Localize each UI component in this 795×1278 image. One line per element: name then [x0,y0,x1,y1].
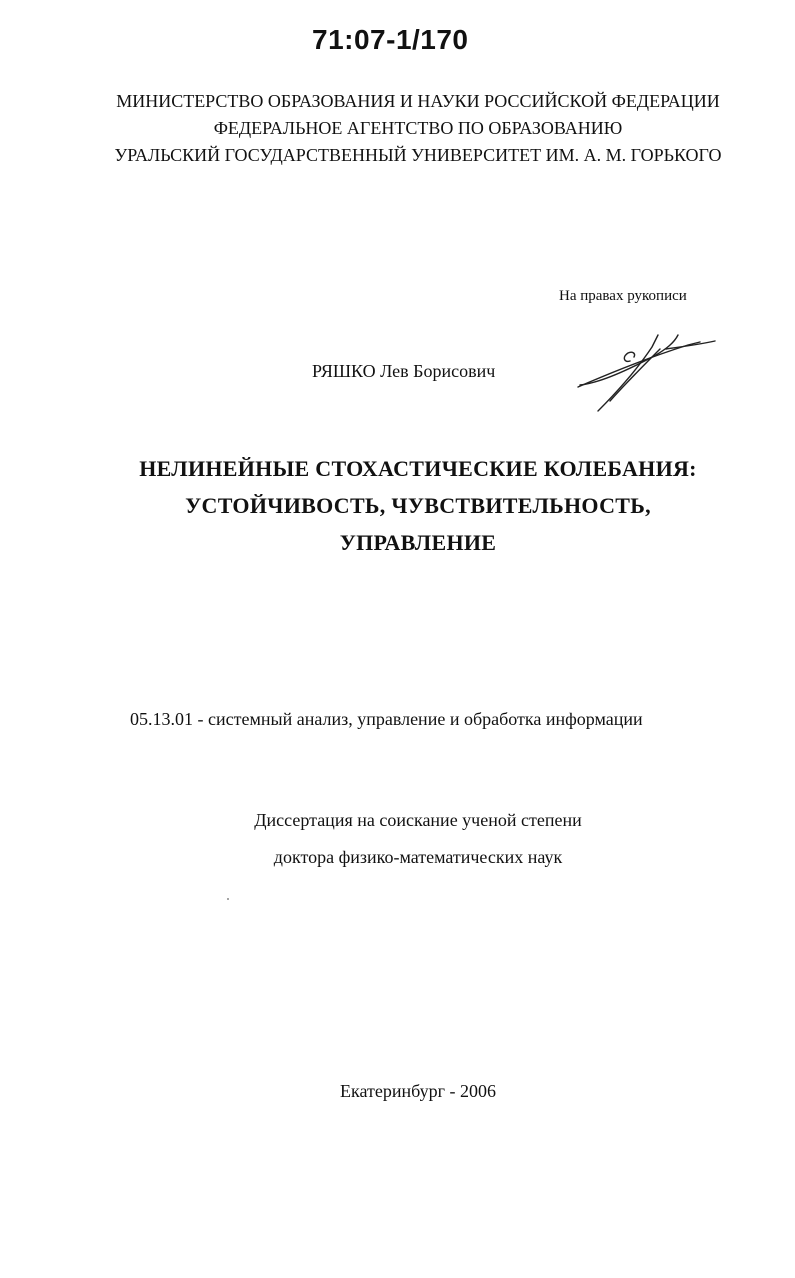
archive-stamp-code: 71:07-1/170 [312,24,469,55]
signature-icon [570,325,720,417]
author-name: РЯШКО Лев Борисович [312,361,496,381]
specialty-code: 05.13.01 - системный анализ, управление и обработка информации [130,709,643,729]
degree-statement [200,802,636,876]
university-line: УРАЛЬСКИЙ ГОСУДАРСТВЕННЫЙ УНИВЕРСИТЕТ ИМ. А. М. ГОРЬКОГО [114,145,722,165]
organization-header [100,88,736,169]
ministry-line: МИНИСТЕРСТВО ОБРАЗОВАНИЯ И НАУКИ РОССИЙСКОЙ ФЕДЕРАЦИИ [116,91,720,111]
scan-speck [227,898,229,900]
title-line-1: НЕЛИНЕЙНЫЕ СТОХАСТИЧЕСКИЕ КОЛЕБАНИЯ: [139,456,697,481]
agency-line: ФЕДЕРАЛЬНОЕ АГЕНТСТВО ПО ОБРАЗОВАНИЮ [213,118,623,138]
manuscript-rights-note: На правах рукописи [559,288,687,304]
title-line-3: УПРАВЛЕНИЕ [339,530,497,555]
degree-line-2: доктора физико-математических наук [273,847,563,867]
title-line-2: УСТОЙЧИВОСТЬ, ЧУВСТВИТЕЛЬНОСТЬ, [185,493,651,518]
degree-line-1: Диссертация на соискание учeной степени [254,810,582,830]
dissertation-title [100,450,736,561]
city-year: Екатеринбург - 2006 [340,1081,496,1101]
